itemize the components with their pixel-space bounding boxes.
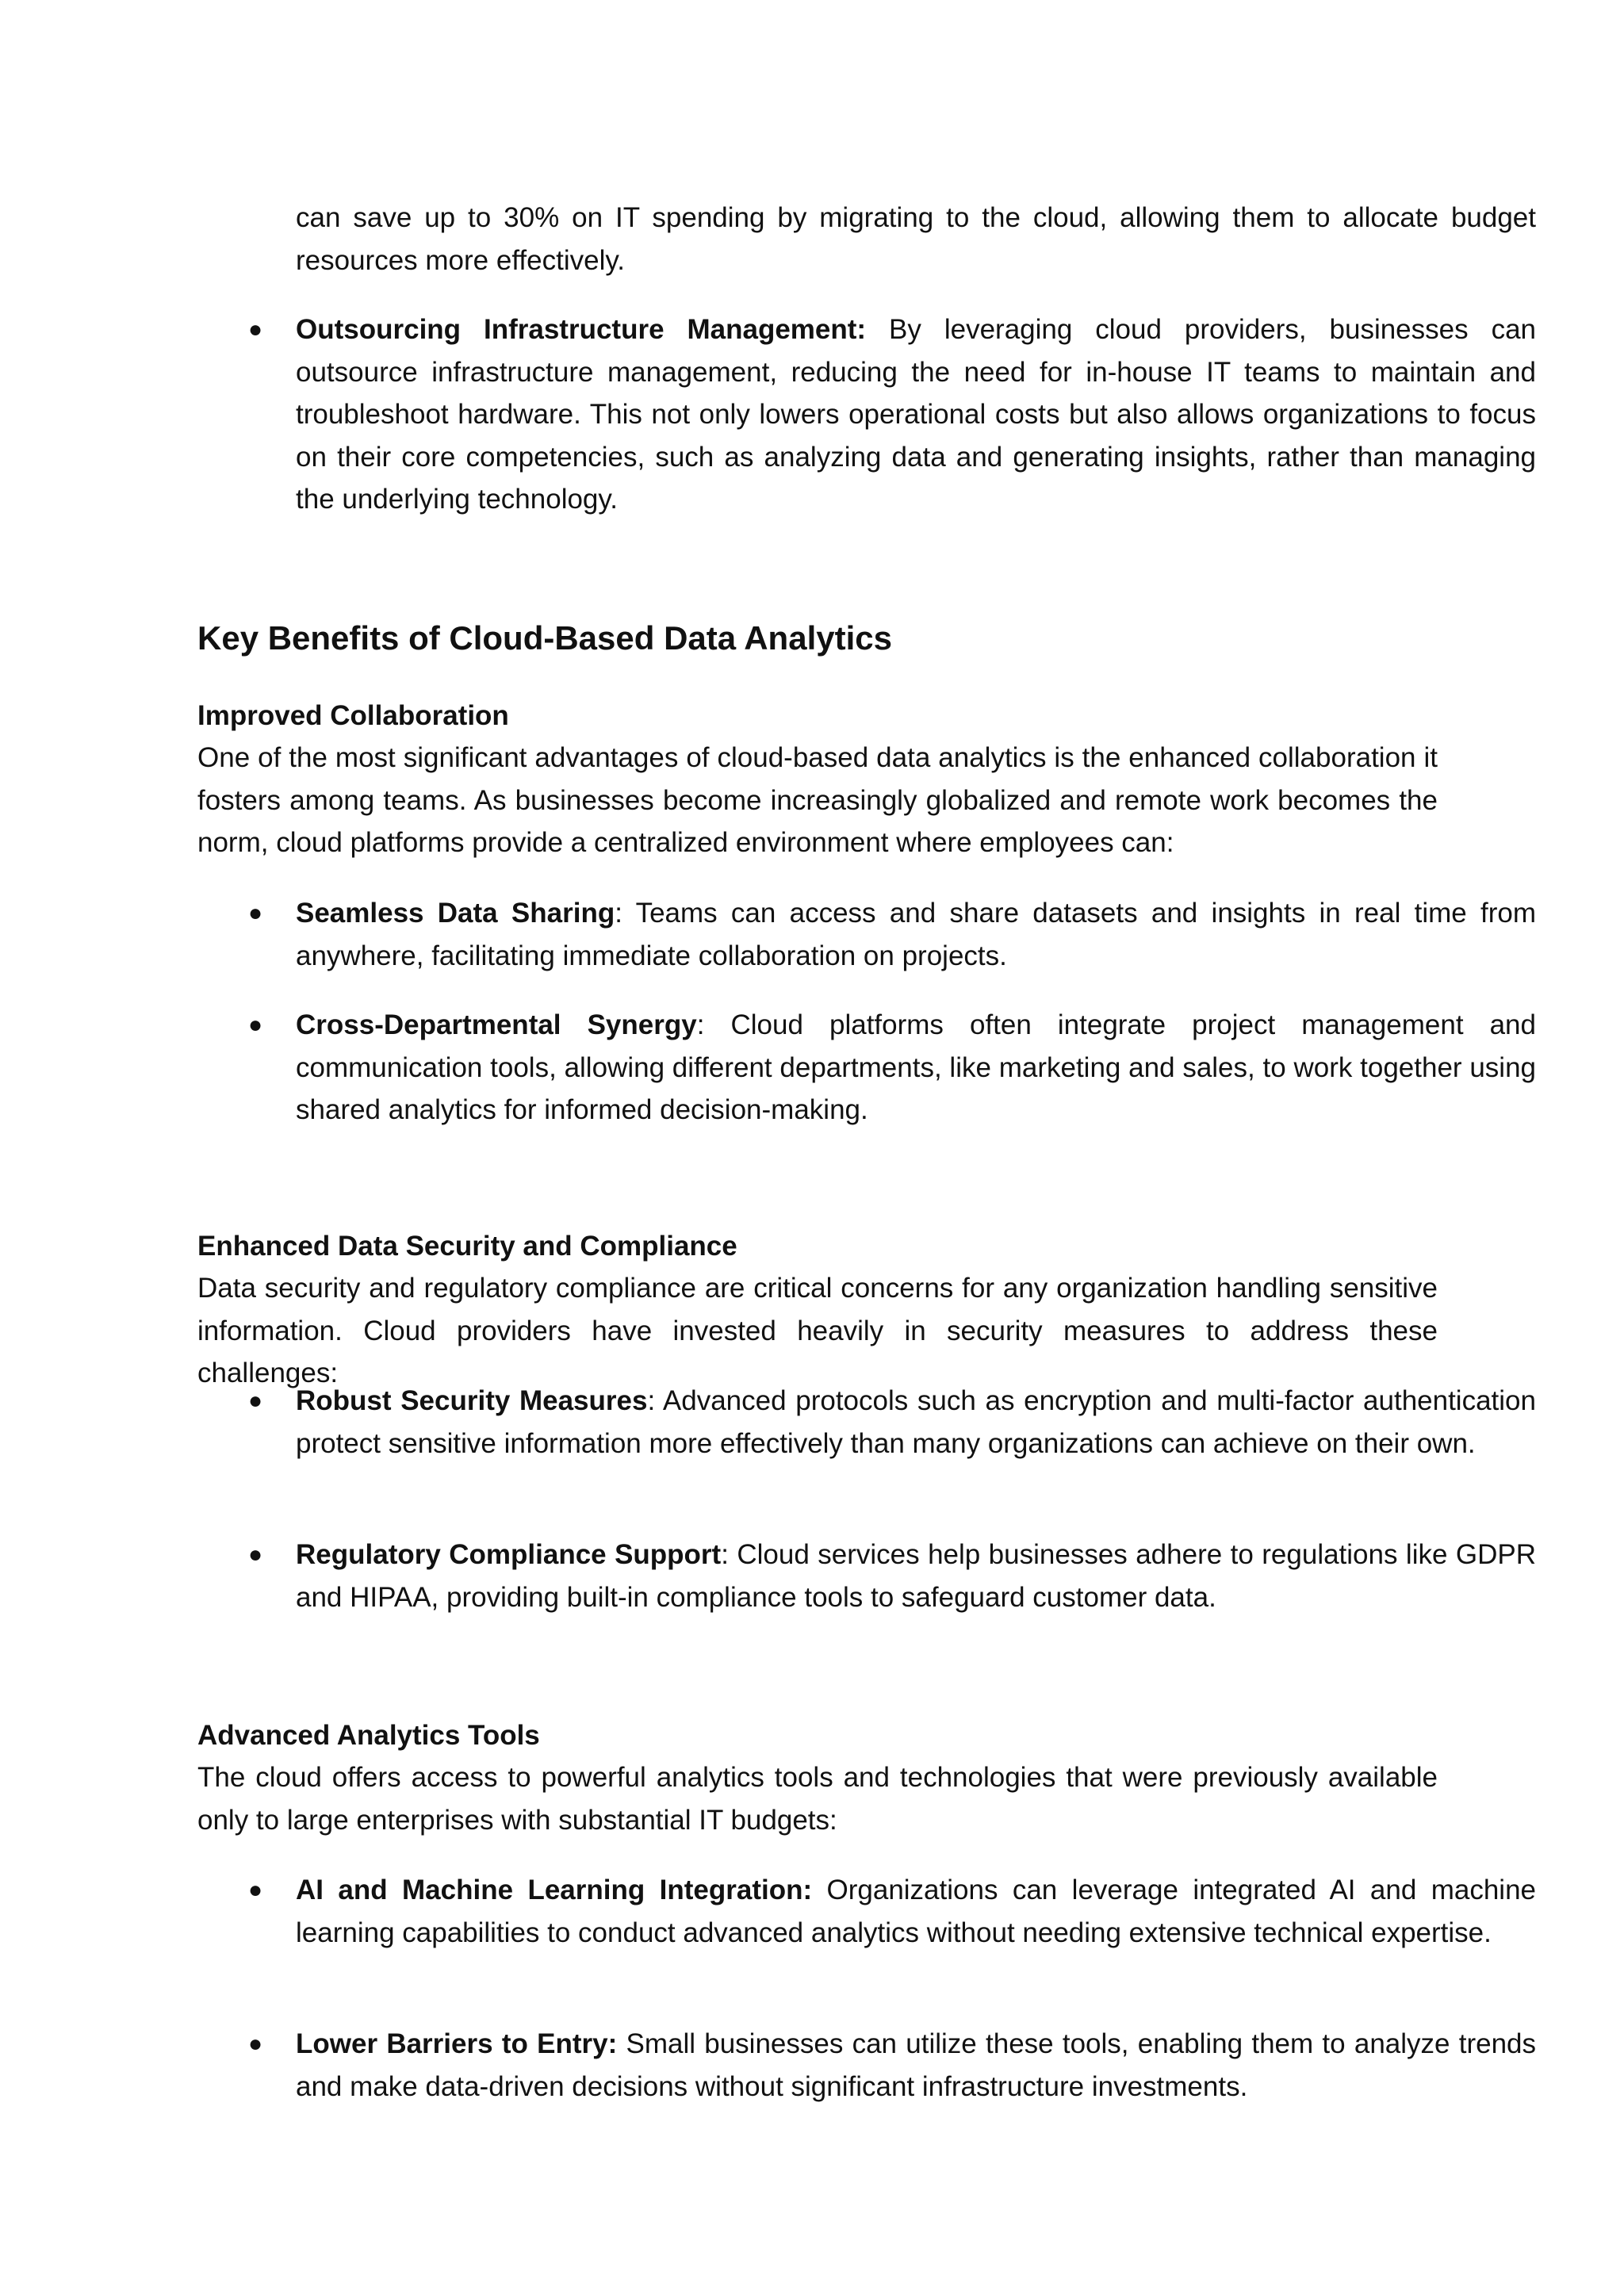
- bullet-text: [296, 2023, 1536, 2108]
- bullet-body: : Cloud platforms often integrate project management and communication tools, allowing different departments, like marketing and sales, to work together using shared analytics for informed decision-making.: [296, 1009, 1536, 1125]
- bullet-body: Small businesses can utilize these tools, enabling them to analyze trends and make data-driven decisions without significant infrastructure investments.: [296, 2028, 1537, 2102]
- bullet-ai-ml-integration: [197, 1869, 1536, 1954]
- bullet-title: Regulatory Compliance Support: [296, 1539, 722, 1570]
- bullet-regulatory-compliance: [197, 1534, 1536, 1618]
- bullet-icon: ●: [248, 1012, 263, 1038]
- intro-text: The cloud offers access to powerful analytics tools and technologies that were previously available only to large enterprises with substantial IT budgets:: [197, 1762, 1438, 1836]
- continuation-text: can save up to 30% on IT spending by migrating to the cloud, allowing them to allocate budget resources more effectively.: [296, 202, 1536, 276]
- bullet-title: Seamless Data Sharing: [296, 898, 615, 929]
- bullet-seamless-data-sharing: [197, 892, 1536, 977]
- bullet-text: [296, 1380, 1536, 1465]
- bullet-text: [296, 308, 1536, 521]
- bullet-body: : Advanced protocols such as encryption and multi-factor authentication protect sensitive information more effectively than many organizations can achieve on their own.: [296, 1385, 1536, 1459]
- bullet-icon: ●: [248, 316, 263, 343]
- bullet-title: Robust Security Measures: [296, 1385, 648, 1416]
- bullet-body: Organizations can leverage integrated AI and machine learning capabilities to conduct advanced analytics without needing extensive technical expertise.: [296, 1875, 1536, 1948]
- bullet-icon: ●: [248, 1388, 263, 1414]
- bullet-text: [296, 892, 1536, 977]
- bullet-title: AI and Machine Learning Integration:: [296, 1875, 813, 1905]
- bullet-text: [296, 1534, 1536, 1618]
- subsection-title-security: Enhanced Data Security and Compliance: [197, 1231, 737, 1262]
- intro-text: Data security and regulatory compliance are critical concerns for any organization handling sensitive information. Cloud providers have invested heavily in security measures to address these challenges:: [197, 1273, 1438, 1388]
- bullet-icon: ●: [248, 900, 263, 926]
- bullet-title: Lower Barriers to Entry:: [296, 2028, 618, 2059]
- bullet-text: [296, 1004, 1536, 1132]
- section-heading: Key Benefits of Cloud-Based Data Analytics: [197, 619, 892, 657]
- bullet-icon: ●: [248, 2031, 263, 2057]
- bullet-title: Outsourcing Infrastructure Management:: [296, 314, 867, 345]
- bullet-icon: ●: [248, 1541, 263, 1568]
- bullet-body: By leveraging cloud providers, businesses can outsource infrastructure management, reducing the need for in-house IT teams to maintain and troubleshoot hardware. This not only lowers operational costs but also allows organizations to focus on their core competencies, such as analyzing data and generating insights, rather than managing the underlying technology.: [296, 314, 1536, 515]
- subsection-intro-security: [197, 1267, 1438, 1395]
- bullet-cross-departmental: [197, 1004, 1536, 1132]
- bullet-body: : Cloud services help businesses adhere to regulations like GDPR and HIPAA, providing built-in compliance tools to safeguard customer data.: [296, 1539, 1537, 1613]
- bullet-outsourcing: [197, 308, 1536, 521]
- bullet-body: : Teams can access and share datasets and insights in real time from anywhere, facilitating immediate collaboration on projects.: [296, 898, 1537, 971]
- bullet-lower-barriers: [197, 2023, 1536, 2108]
- bullet-text: [296, 1869, 1536, 1954]
- bullet-robust-security: [197, 1380, 1536, 1465]
- bullet-title: Cross-Departmental Synergy: [296, 1009, 697, 1040]
- bullet-icon: ●: [248, 1877, 263, 1903]
- subsection-title-collaboration: Improved Collaboration: [197, 700, 509, 731]
- subsection-title-analytics-tools: Advanced Analytics Tools: [197, 1720, 540, 1751]
- subsection-intro-analytics-tools: [197, 1756, 1438, 1841]
- intro-text: One of the most significant advantages of cloud-based data analytics is the enhanced collaboration it fosters among teams. As businesses become increasingly globalized and remote work becomes the norm, cloud platforms provide a centralized environment where employees can:: [197, 742, 1438, 858]
- bullet-continuation: [197, 197, 1536, 281]
- subsection-intro-collaboration: [197, 737, 1438, 864]
